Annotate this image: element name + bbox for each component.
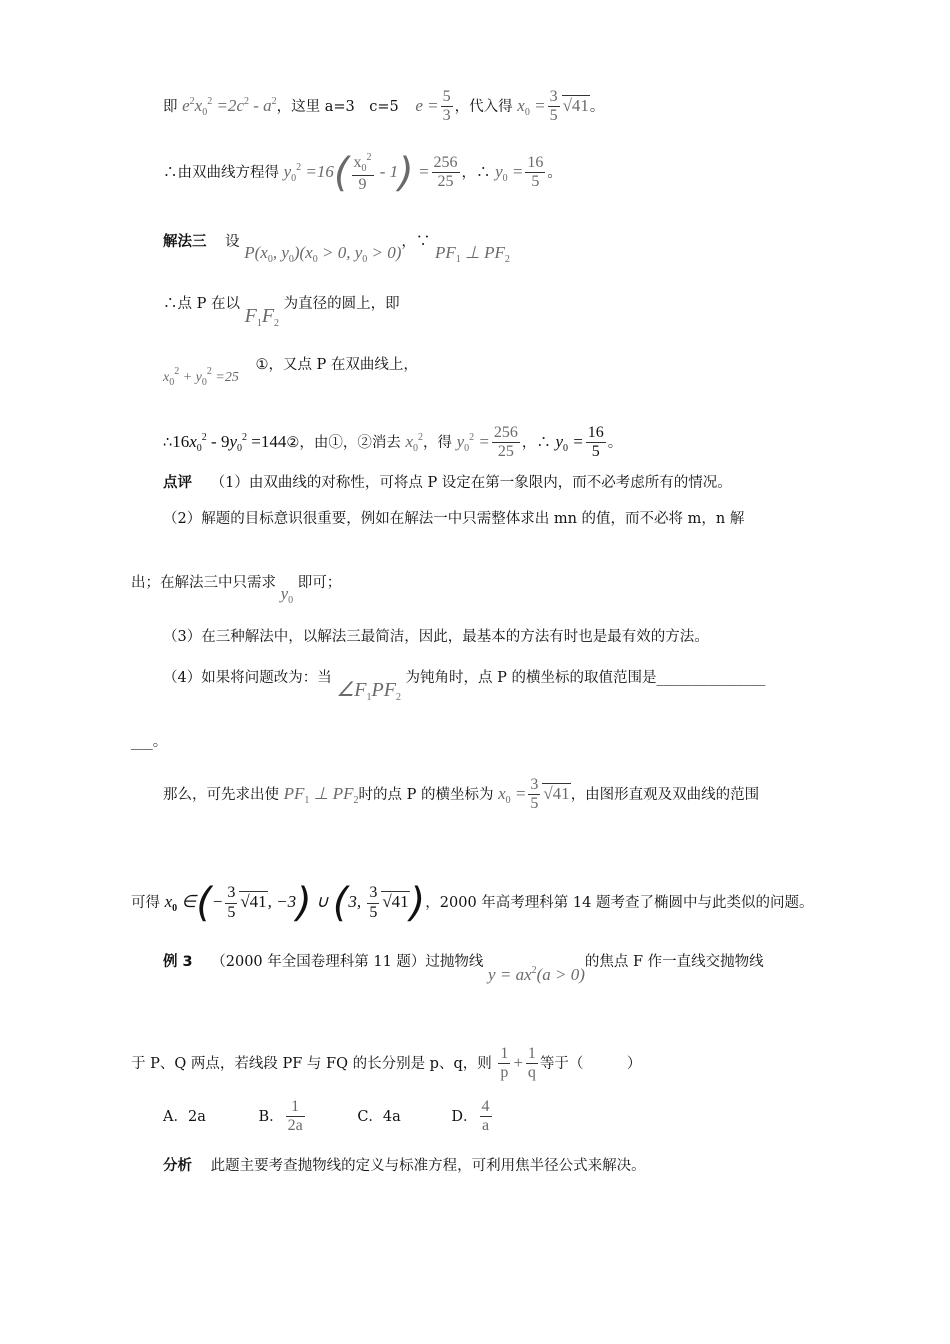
text: ，∴	[521, 434, 551, 451]
text: （4）如果将问题改为：当	[163, 670, 332, 686]
line-13	[163, 776, 759, 814]
text: 即可；	[297, 575, 342, 591]
text: （2）解题的目标意识很重要，例如在解法一中只需整体求出 mn 的值，而不必将 m，n 解	[163, 511, 745, 527]
formula-reciprocal-sum: $\frac{1}{p}$ + $\frac{1}{q}$	[500, 1045, 536, 1082]
formula-y0-var: $y_0$	[280, 584, 294, 606]
text: ___。	[131, 734, 168, 750]
text: （2000 年全国卷理科第 11 题）过抛物线	[211, 954, 484, 970]
line-9	[131, 573, 342, 606]
choice-d-label: D．	[451, 1108, 478, 1125]
text: 为钝角时，点 P 的横坐标的取值范围是_______________	[405, 670, 766, 686]
text: ，∵	[401, 234, 431, 250]
line-16	[131, 1045, 641, 1083]
text: 等于（ ）	[539, 1055, 642, 1072]
line-12	[131, 735, 167, 750]
text: 即	[163, 98, 178, 115]
text: （1）由双曲线的对称性，可将点 P 设定在第一象限内，而不必考虑所有的情况。	[210, 475, 732, 491]
line-15	[163, 952, 764, 984]
text: ∴点 P 在以	[163, 296, 240, 312]
text: 出；在解法三中只需求	[131, 575, 276, 591]
text: 。	[547, 164, 562, 181]
formula-F1F2: $F_1F_2$	[244, 305, 280, 329]
text: （3）在三种解法中，以解法三最简洁，因此，最基本的方法有时也是最有效的方法。	[163, 629, 709, 645]
formula-angle: $\angle F_1PF_2$	[336, 679, 401, 703]
line-7	[163, 476, 732, 491]
text: 那么，可先求出使	[163, 786, 279, 803]
line-14	[131, 880, 814, 926]
choice-d: D． $\frac{4}{a}$	[451, 1098, 490, 1135]
text: 此题主要考查抛物线的定义与标准方程，可利用焦半径公式来解决。	[210, 1158, 646, 1174]
text: ②，由①，②消去	[286, 434, 401, 451]
formula-x0: $x_0$ = $\frac{3}{5}$ √41	[517, 88, 589, 125]
choice-b: B． $\frac{1}{2a}$	[258, 1098, 303, 1135]
line-3	[163, 232, 510, 265]
text: ∴由双曲线方程得	[163, 164, 279, 181]
heading-comment: 点评	[163, 475, 192, 491]
formula-y0-result: $y_0$ = $\frac{16}{5}$	[555, 424, 604, 461]
formula-hyperbola: $16x_0^2 - 9y_0^2 =144$	[172, 431, 287, 454]
heading-method-3: 解法三	[163, 234, 207, 250]
text: ①，又点 P 在双曲线上，	[255, 357, 418, 373]
text: 可得	[131, 894, 160, 911]
formula-range: $x_0$ ∈(− $\frac{3}{5}$ √41, −3) ∪ (3, $\frac{3}{5}$ √41)	[164, 880, 426, 926]
choice-c: C．4a	[357, 1108, 401, 1125]
text: ，由图形直观及双曲线的范围	[570, 786, 760, 803]
choices	[163, 1098, 494, 1136]
line-10	[163, 630, 709, 645]
text: 为直径的圆上，即	[283, 296, 400, 312]
line-2	[163, 149, 562, 196]
text: 。	[607, 434, 623, 451]
formula-x0-value: $x_0$ = $\frac{3}{5}$ √41	[498, 776, 570, 813]
formula-perp-2: $PF_1$ ⊥ $PF_2$	[283, 783, 359, 806]
text: 时的点 P 的横坐标为	[358, 786, 494, 803]
line-18	[163, 1159, 646, 1174]
formula-y0sq-result: $y_0^2$ = $\frac{256}{25}$	[456, 424, 518, 461]
heading-example-3: 例 3	[163, 954, 193, 970]
line-4	[163, 292, 400, 329]
formula-circle: $x_0^2 + y_0^2 =25$	[163, 366, 239, 388]
text: ，得	[423, 434, 452, 451]
text: ∴	[163, 434, 173, 451]
formula-parabola: $y = ax^2(a > 0)$	[488, 965, 585, 984]
choice-a: A．2a	[163, 1108, 206, 1125]
formula-x0sq: $x_0^2$	[405, 431, 423, 454]
line-6	[163, 424, 622, 462]
choice-b-label: B．	[258, 1108, 284, 1125]
text: 。	[589, 98, 605, 115]
line-5	[163, 355, 418, 388]
text: 设	[225, 234, 240, 250]
text: ，∴	[461, 164, 491, 181]
text: 于 P、Q 两点，若线段 PF 与 FQ 的长分别是 p、q，则	[131, 1055, 492, 1072]
formula-e: e = $\frac{5}{3}$	[415, 88, 451, 125]
line-1	[163, 88, 604, 126]
formula-e2x02: $e^2x_0^2 =2c^2 - a^2$	[182, 95, 277, 118]
line-11	[163, 666, 766, 703]
formula-y0-squared: $y_0^2 =16$( $\frac{x_0^2}{9}$ - 1) = $\frac{256}{25}$	[283, 149, 458, 196]
formula-perp: $PF_1$ ⊥ $PF_2$	[435, 243, 510, 265]
formula-P: $P(x_0$, $y_0)(x_0 > 0$, $y_0 > 0$)	[244, 243, 402, 265]
text: ，这里 a=3 c=5	[276, 98, 399, 115]
heading-analysis: 分析	[163, 1158, 192, 1174]
text: ，2000 年高考理科第 14 题考查了椭圆中与此类似的问题。	[425, 894, 814, 911]
text: ，代入得	[454, 98, 513, 115]
formula-y0: $y_0$ = $\frac{16}{5}$	[495, 154, 544, 191]
line-8	[163, 512, 744, 527]
text: 的焦点 F 作一直线交抛物线	[584, 954, 764, 970]
